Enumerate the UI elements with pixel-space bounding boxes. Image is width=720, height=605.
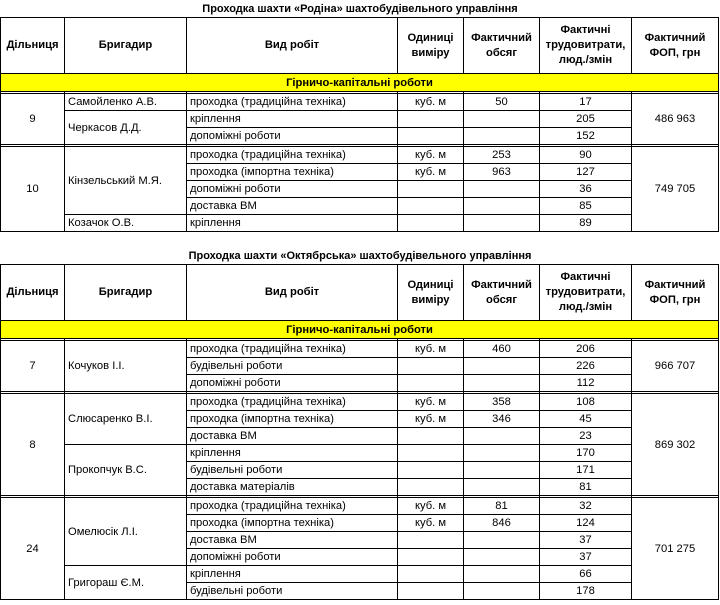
payroll-fund: 749 705 [632,147,719,232]
actual-volume [464,181,540,198]
unit: куб. м [398,515,464,532]
payroll-fund: 966 707 [632,341,719,392]
table-row [1,94,719,111]
work-type: кріплення [187,215,398,232]
column-header: Одиниці виміру [398,18,464,74]
unit [398,215,464,232]
labor-cost: 171 [540,462,632,479]
work-type: допоміжні роботи [187,128,398,145]
report-table-oktyabrska [0,264,719,600]
unit [398,445,464,462]
section-label: Гірничо-капітальні роботи [1,321,719,339]
work-type: проходка (традиційна техніка) [187,94,398,111]
column-header: Дільниця [1,18,65,74]
labor-cost: 36 [540,181,632,198]
brigade-leader: Григораш Є.М. [65,566,187,600]
work-type: проходка (традиційна техніка) [187,394,398,411]
brigade-leader: Кінзельський М.Я. [65,147,187,215]
table-title-rodina: Проходка шахти «Родіна» шахтобудівельного управління [202,3,518,15]
labor-cost: 37 [540,532,632,549]
unit: куб. м [398,394,464,411]
column-header: Фактичні трудовитрати, люд./змін [540,265,632,321]
labor-cost: 108 [540,394,632,411]
brigade-leader: Кочуков І.І. [65,341,187,392]
actual-volume: 346 [464,411,540,428]
unit: куб. м [398,147,464,164]
unit: куб. м [398,341,464,358]
unit [398,479,464,496]
column-header: Вид робіт [187,265,398,321]
unit [398,128,464,145]
unit [398,181,464,198]
work-type: будівельні роботи [187,358,398,375]
actual-volume [464,445,540,462]
work-type: будівельні роботи [187,583,398,600]
brigade-leader: Прокопчук В.С. [65,445,187,496]
labor-cost: 32 [540,498,632,515]
header-row [1,18,719,74]
actual-volume [464,215,540,232]
labor-cost: 124 [540,515,632,532]
unit [398,462,464,479]
labor-cost: 112 [540,375,632,392]
table-title-oktyabrska: Проходка шахти «Октябрська» шахтобудівельного управління [188,250,532,262]
table-row [1,566,719,583]
table-row [1,147,719,164]
actual-volume: 50 [464,94,540,111]
actual-volume: 358 [464,394,540,411]
unit [398,549,464,566]
brigade-leader: Омелюсік Л.І. [65,498,187,566]
column-header: Фактичний ФОП, грн [632,265,719,321]
unit [398,375,464,392]
labor-cost: 45 [540,411,632,428]
table-row [1,341,719,358]
column-header: Фактичний обсяг [464,265,540,321]
section-row [1,321,719,339]
labor-cost: 23 [540,428,632,445]
work-type: проходка (традиційна техніка) [187,341,398,358]
actual-volume [464,549,540,566]
work-type: доставка матеріалів [187,479,398,496]
work-type: проходка (імпортна техніка) [187,411,398,428]
actual-volume [464,111,540,128]
actual-volume [464,358,540,375]
header-row [1,265,719,321]
actual-volume: 81 [464,498,540,515]
labor-cost: 206 [540,341,632,358]
unit [398,111,464,128]
column-header: Одиниці виміру [398,265,464,321]
column-header: Фактичний обсяг [464,18,540,74]
work-type: допоміжні роботи [187,549,398,566]
site-number: 7 [1,341,65,392]
work-type: доставка ВМ [187,428,398,445]
labor-cost: 17 [540,94,632,111]
payroll-fund: 701 275 [632,498,719,600]
actual-volume: 460 [464,341,540,358]
work-type: допоміжні роботи [187,181,398,198]
brigade-leader: Козачок О.В. [65,215,187,232]
unit [398,198,464,215]
labor-cost: 66 [540,566,632,583]
work-type: проходка (імпортна техніка) [187,515,398,532]
labor-cost: 170 [540,445,632,462]
brigade-leader: Самойленко А.В. [65,94,187,111]
table-row [1,445,719,462]
column-header: Бригадир [65,18,187,74]
site-number: 9 [1,94,65,145]
unit [398,566,464,583]
labor-cost: 226 [540,358,632,375]
report-table-rodina [0,17,719,232]
site-number: 24 [1,498,65,600]
actual-volume [464,128,540,145]
unit [398,583,464,600]
labor-cost: 90 [540,147,632,164]
unit [398,358,464,375]
unit [398,532,464,549]
actual-volume [464,375,540,392]
unit: куб. м [398,94,464,111]
work-type: допоміжні роботи [187,375,398,392]
labor-cost: 89 [540,215,632,232]
payroll-fund: 869 302 [632,394,719,496]
unit: куб. м [398,498,464,515]
work-type: проходка (традиційна техніка) [187,147,398,164]
labor-cost: 178 [540,583,632,600]
actual-volume [464,462,540,479]
table-row [1,394,719,411]
work-type: проходка (традиційна техніка) [187,498,398,515]
work-type: доставка ВМ [187,198,398,215]
unit: куб. м [398,411,464,428]
labor-cost: 85 [540,198,632,215]
work-type: будівельні роботи [187,462,398,479]
section-row [1,74,719,92]
actual-volume: 253 [464,147,540,164]
section-label: Гірничо-капітальні роботи [1,74,719,92]
unit: куб. м [398,164,464,181]
unit [398,428,464,445]
work-type: кріплення [187,111,398,128]
work-type: доставка ВМ [187,532,398,549]
payroll-fund: 486 963 [632,94,719,145]
column-header: Бригадир [65,265,187,321]
work-type: кріплення [187,445,398,462]
column-header: Фактичний ФОП, грн [632,18,719,74]
table-row [1,498,719,515]
site-number: 8 [1,394,65,496]
actual-volume [464,428,540,445]
labor-cost: 152 [540,128,632,145]
actual-volume: 963 [464,164,540,181]
labor-cost: 205 [540,111,632,128]
brigade-leader: Слюсаренко В.І. [65,394,187,445]
table-row [1,215,719,232]
actual-volume: 846 [464,515,540,532]
labor-cost: 127 [540,164,632,181]
actual-volume [464,566,540,583]
labor-cost: 37 [540,549,632,566]
work-type: кріплення [187,566,398,583]
table-row [1,111,719,128]
column-header: Фактичні трудовитрати, люд./змін [540,18,632,74]
actual-volume [464,532,540,549]
work-type: проходка (імпортна техніка) [187,164,398,181]
column-header: Дільниця [1,265,65,321]
labor-cost: 81 [540,479,632,496]
brigade-leader: Черкасов Д.Д. [65,111,187,145]
actual-volume [464,479,540,496]
actual-volume [464,583,540,600]
column-header: Вид робіт [187,18,398,74]
site-number: 10 [1,147,65,232]
actual-volume [464,198,540,215]
